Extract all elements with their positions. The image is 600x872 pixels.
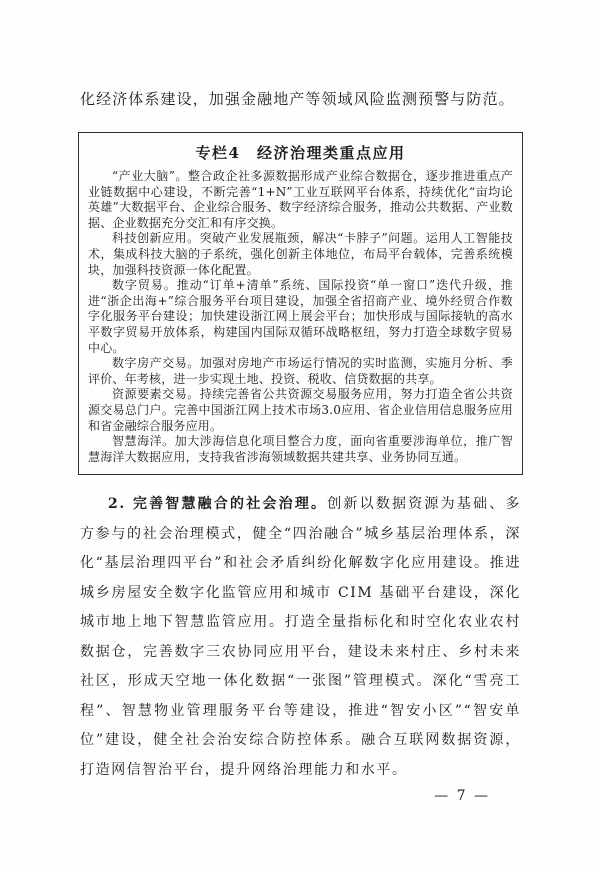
paragraph-continuation: 化经济体系建设，加强金融地产等领域风险监测预警与防范。 xyxy=(80,90,515,108)
page-number: — 7 — xyxy=(434,788,490,805)
box-paragraph-tech-innovation: 科技创新应用。突破产业发展瓶颈，解决“卡脖子”问题。运用人工智能技术，集成科技大脑的子系统，强化创新主体地位，布局平台载体，完善系统模块，加强科技资源一体化配置。 xyxy=(88,231,513,277)
box-paragraph-digital-trade: 数字贸易。推动“订单+清单”系统、国际投资“单一窗口”迭代升级，推进“浙企出海+”综合服务平台项目建设，加强全省招商产业、境外经贸合作数字化服务平台建设；加快建设浙江网上展会平台；加快形成与国际接轨的高水平数字贸易开放体系，构建国内国际双循环战略枢纽，努力打造全球数字贸易中心。 xyxy=(88,278,513,355)
column-box-title: 专栏4 经济治理类重点应用 xyxy=(195,144,406,162)
box-paragraph-resource-trading: 资源要素交易。持续完善省公共资源交易服务应用，努力打造全省公共资源交易总门户。完善中国浙江网上技术市场3.0应用、省企业信用信息服务应用和省金融综合服务应用。 xyxy=(88,387,513,433)
paragraph-item-2-text: 创新以数据资源为基础、多方参与的社会治理模式，健全“四治融合”城乡基层治理体系，深化“基层治理四平台”和社会矛盾纠纷化解数字化应用建设。推进城乡房屋安全数字化监管应用和城市 CIM 基础平台建设，深化城市地上地下智慧监管应用。打造全量指标化和时空化农业农村数据仓，完善数字三农协同应用平台，建设未来村庄、乡村未来社区，形成天空地一体化数据“一张图”管理模式。深化“雪亮工程”、智慧物业管理服务平台等建设，推进“智安小区”“智安单位”建设，健全社会治安综合防控体系。融合互联网数据资源，打造网信智治平台，提升网络治理能力和水平。 xyxy=(80,496,521,778)
column-4-box xyxy=(78,132,523,475)
box-paragraph-smart-ocean: 智慧海洋。加大涉海信息化项目整合力度，面向省重要涉海单位，推广智慧海洋大数据应用，支持我省涉海领域数据共建共享、业务协同互通。 xyxy=(88,434,513,464)
paragraph-item-2 xyxy=(80,490,521,785)
paragraph-item-2-lead: 2. 完善智慧融合的社会治理。 xyxy=(108,496,328,513)
box-paragraph-digital-real-estate: 数字房产交易。加强对房地产市场运行情况的实时监测，实施月分析、季评价、年考核，进一步实现土地、投资、税收、信贷数据的共享。 xyxy=(88,356,513,386)
box-paragraph-industry-brain: “产业大脑”。整合政企社多源数据形成产业综合数据仓，逐步推进重点产业链数据中心建设，不断完善“1+N”工业互联网平台体系，持续优化“亩均论英雄”大数据平台、企业综合服务、数字经济综合服务，推动公共数据、产业数据、企业数据充分交汇和有序交换。 xyxy=(88,169,513,230)
